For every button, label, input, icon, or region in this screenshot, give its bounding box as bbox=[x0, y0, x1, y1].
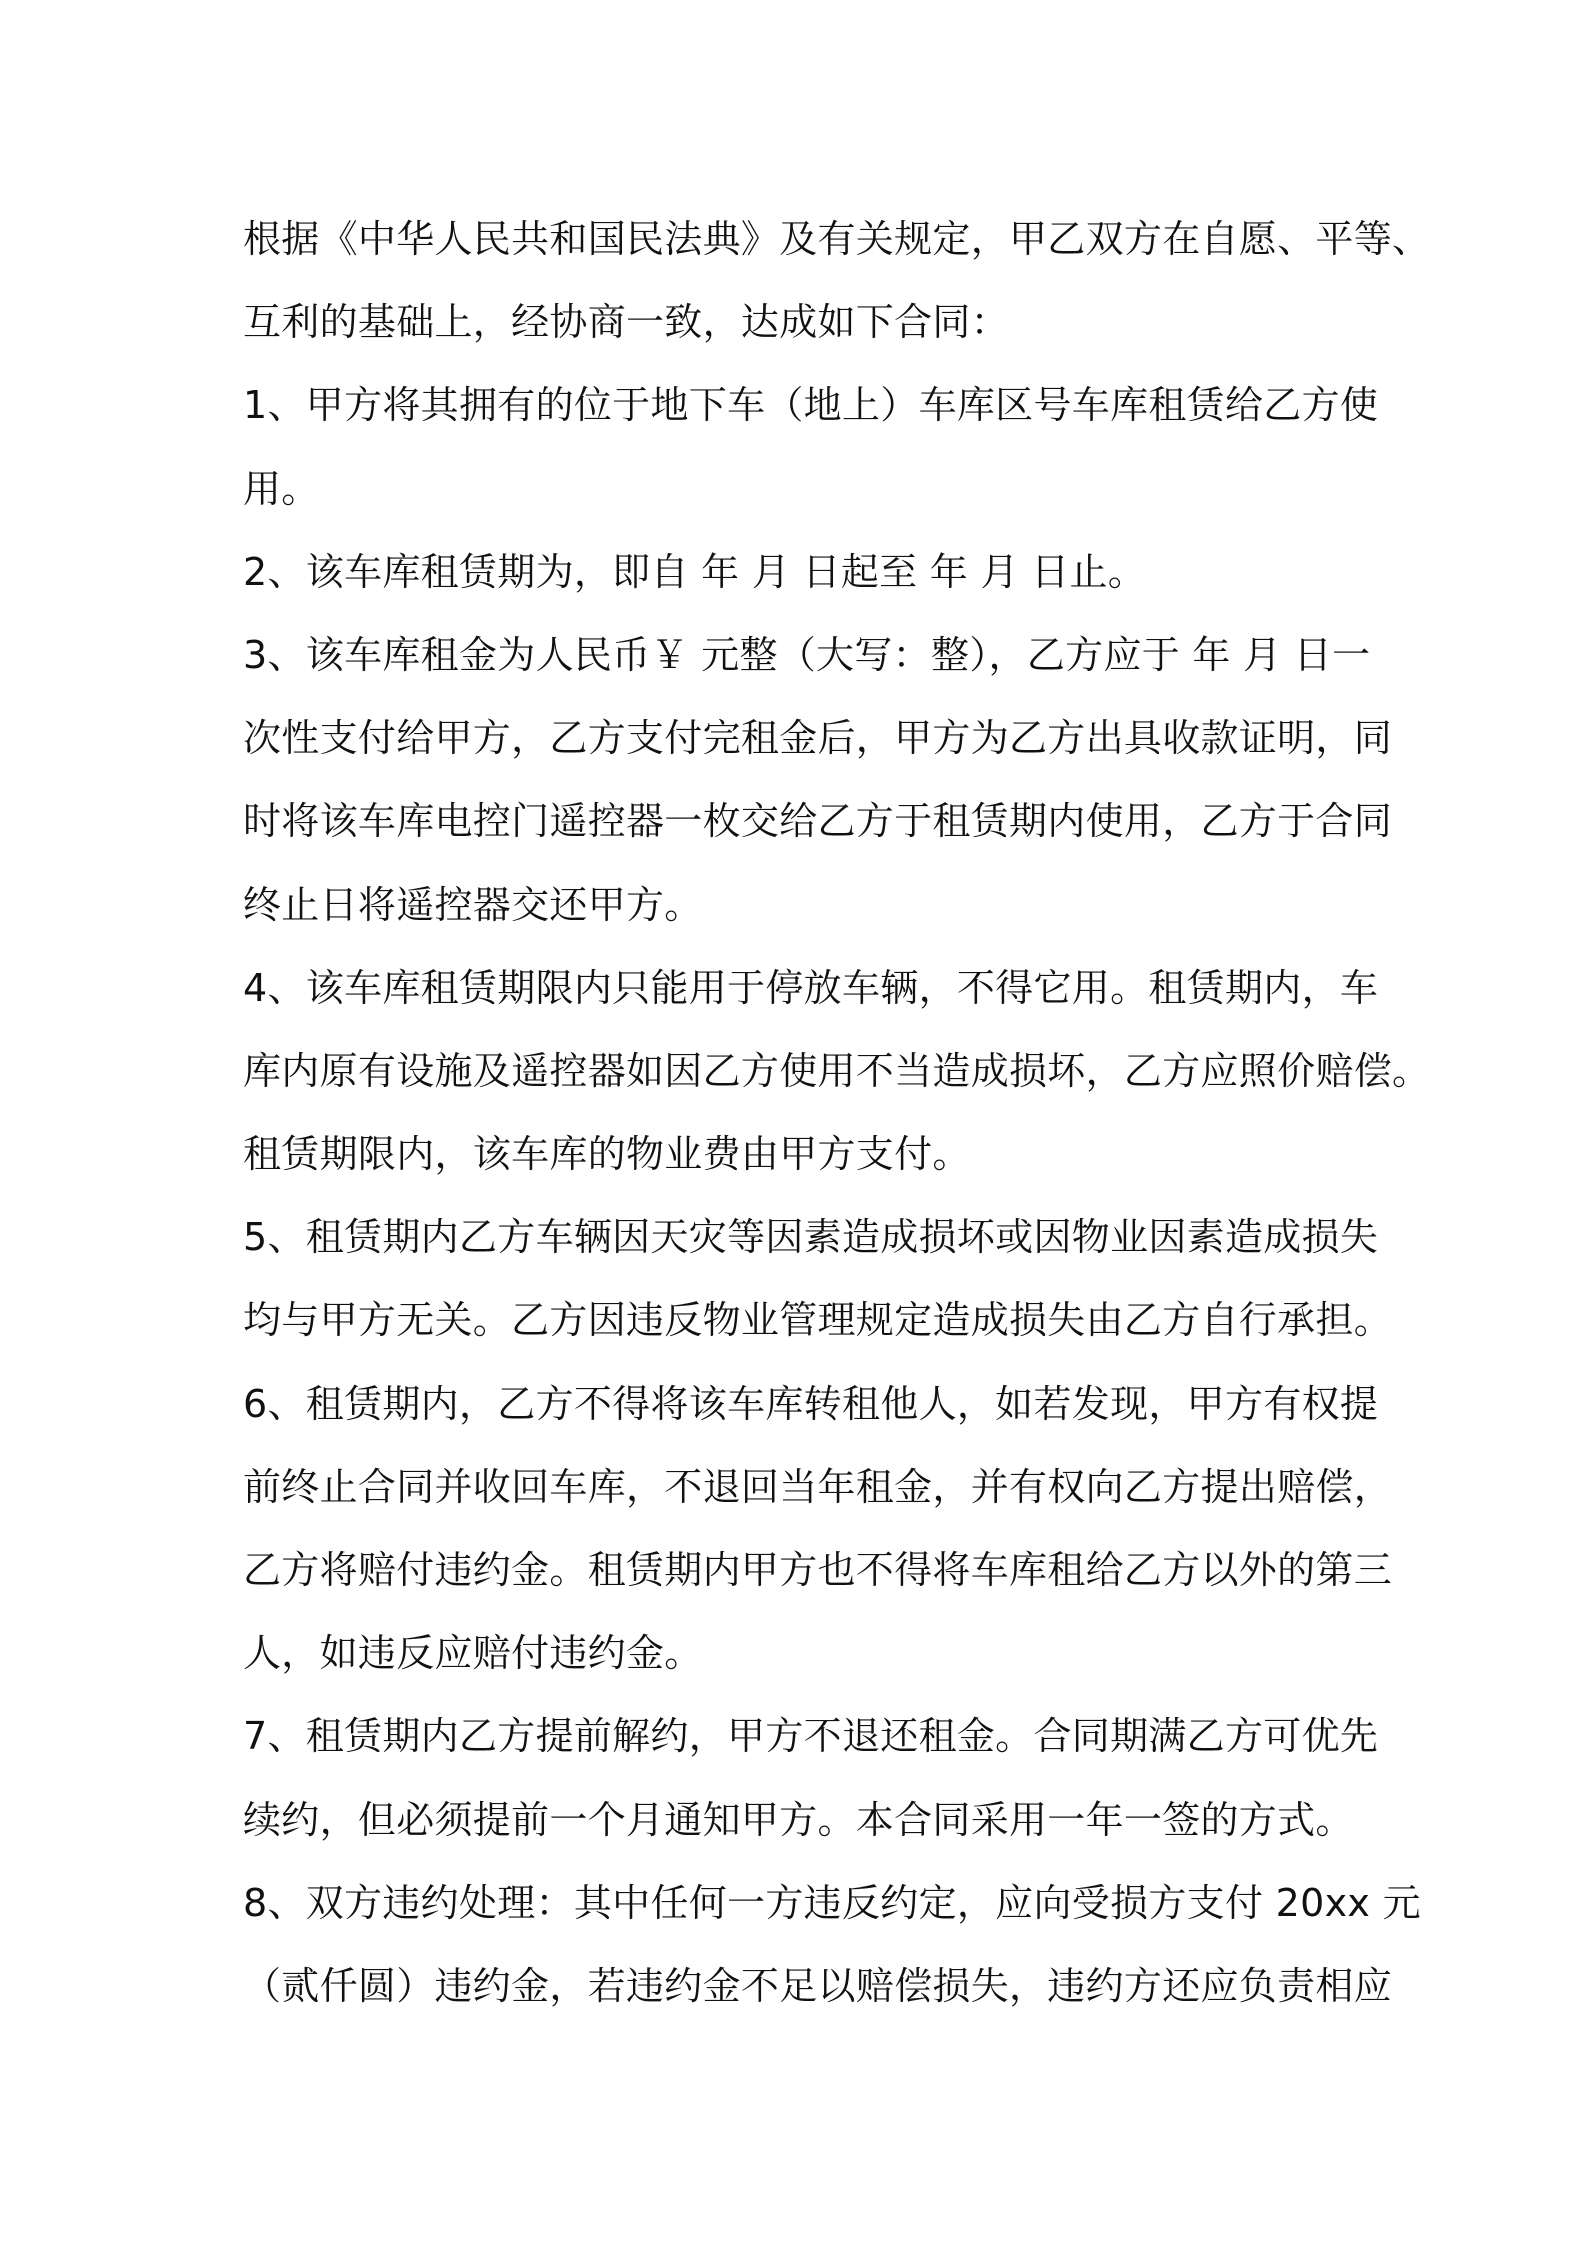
clause-4-line: 租赁期限内，该车库的物业费由甲方支付。 bbox=[243, 1132, 971, 1177]
clause-3-line: 终止日将遥控器交还甲方。 bbox=[243, 882, 703, 927]
clause-3-line: 次性支付给甲方，乙方支付完租金后，甲方为乙方出具收款证明，同 bbox=[243, 716, 1393, 761]
clause-4-line: 库内原有设施及遥控器如因乙方使用不当造成损坏，乙方应照价赔偿。 bbox=[243, 1048, 1431, 1093]
clause-8-line: （贰仟圆）违约金，若违约金不足以赔偿损失，违约方还应负责相应 bbox=[243, 1963, 1393, 2008]
text-line: 根据《中华人民共和国民法典》及有关规定，甲乙双方在自愿、平等、 bbox=[243, 217, 1431, 261]
clause-5-line: 5、租赁期内乙方车辆因天灾等因素造成损坏或因物业因素造成损失 bbox=[243, 1215, 1379, 1260]
clause-6-line: 乙方将赔付违约金。租赁期内甲方也不得将车库租给乙方以外的第三 bbox=[243, 1548, 1393, 1592]
clause-3-line: 3、该车库租金为人民币￥ 元整（大写：整），乙方应于 年 月 日一 bbox=[243, 632, 1371, 677]
clause-1-line: 1、甲方将其拥有的位于地下车（地上）车库区号车库租赁给乙方使 bbox=[243, 383, 1379, 428]
clause-5-line: 均与甲方无关。乙方因违反物业管理规定造成损失由乙方自行承担。 bbox=[243, 1298, 1393, 1343]
clause-6-line: 6、租赁期内，乙方不得将该车库转租他人，如若发现，甲方有权提 bbox=[243, 1381, 1379, 1426]
clause-6-line: 人，如违反应赔付违约金。 bbox=[243, 1631, 703, 1676]
clause-8-line: 8、双方违约处理：其中任何一方违反约定，应向受损方支付 20xx 元 bbox=[243, 1880, 1421, 1925]
clause-3-line: 时将该车库电控门遥控器一枚交给乙方于租赁期内使用，乙方于合同 bbox=[243, 799, 1393, 844]
contract-body bbox=[243, 198, 1431, 2028]
clause-7-line: 续约，但必须提前一个月通知甲方。本合同采用一年一签的方式。 bbox=[243, 1797, 1354, 1842]
clause-6-line: 前终止合同并收回车库，不退回当年租金，并有权向乙方提出赔偿， bbox=[243, 1464, 1393, 1509]
clause-2-line: 2、该车库租赁期为，即自 年 月 日起至 年 月 日止。 bbox=[243, 549, 1147, 594]
text-line: 互利的基础上，经协商一致，达成如下合同： bbox=[243, 300, 1010, 345]
clause-4-line: 4、该车库租赁期限内只能用于停放车辆，不得它用。租赁期内，车 bbox=[243, 965, 1379, 1010]
clause-7-line: 7、租赁期内乙方提前解约，甲方不退还租金。合同期满乙方可优先 bbox=[243, 1714, 1379, 1759]
clause-1-line: 用。 bbox=[243, 466, 320, 511]
